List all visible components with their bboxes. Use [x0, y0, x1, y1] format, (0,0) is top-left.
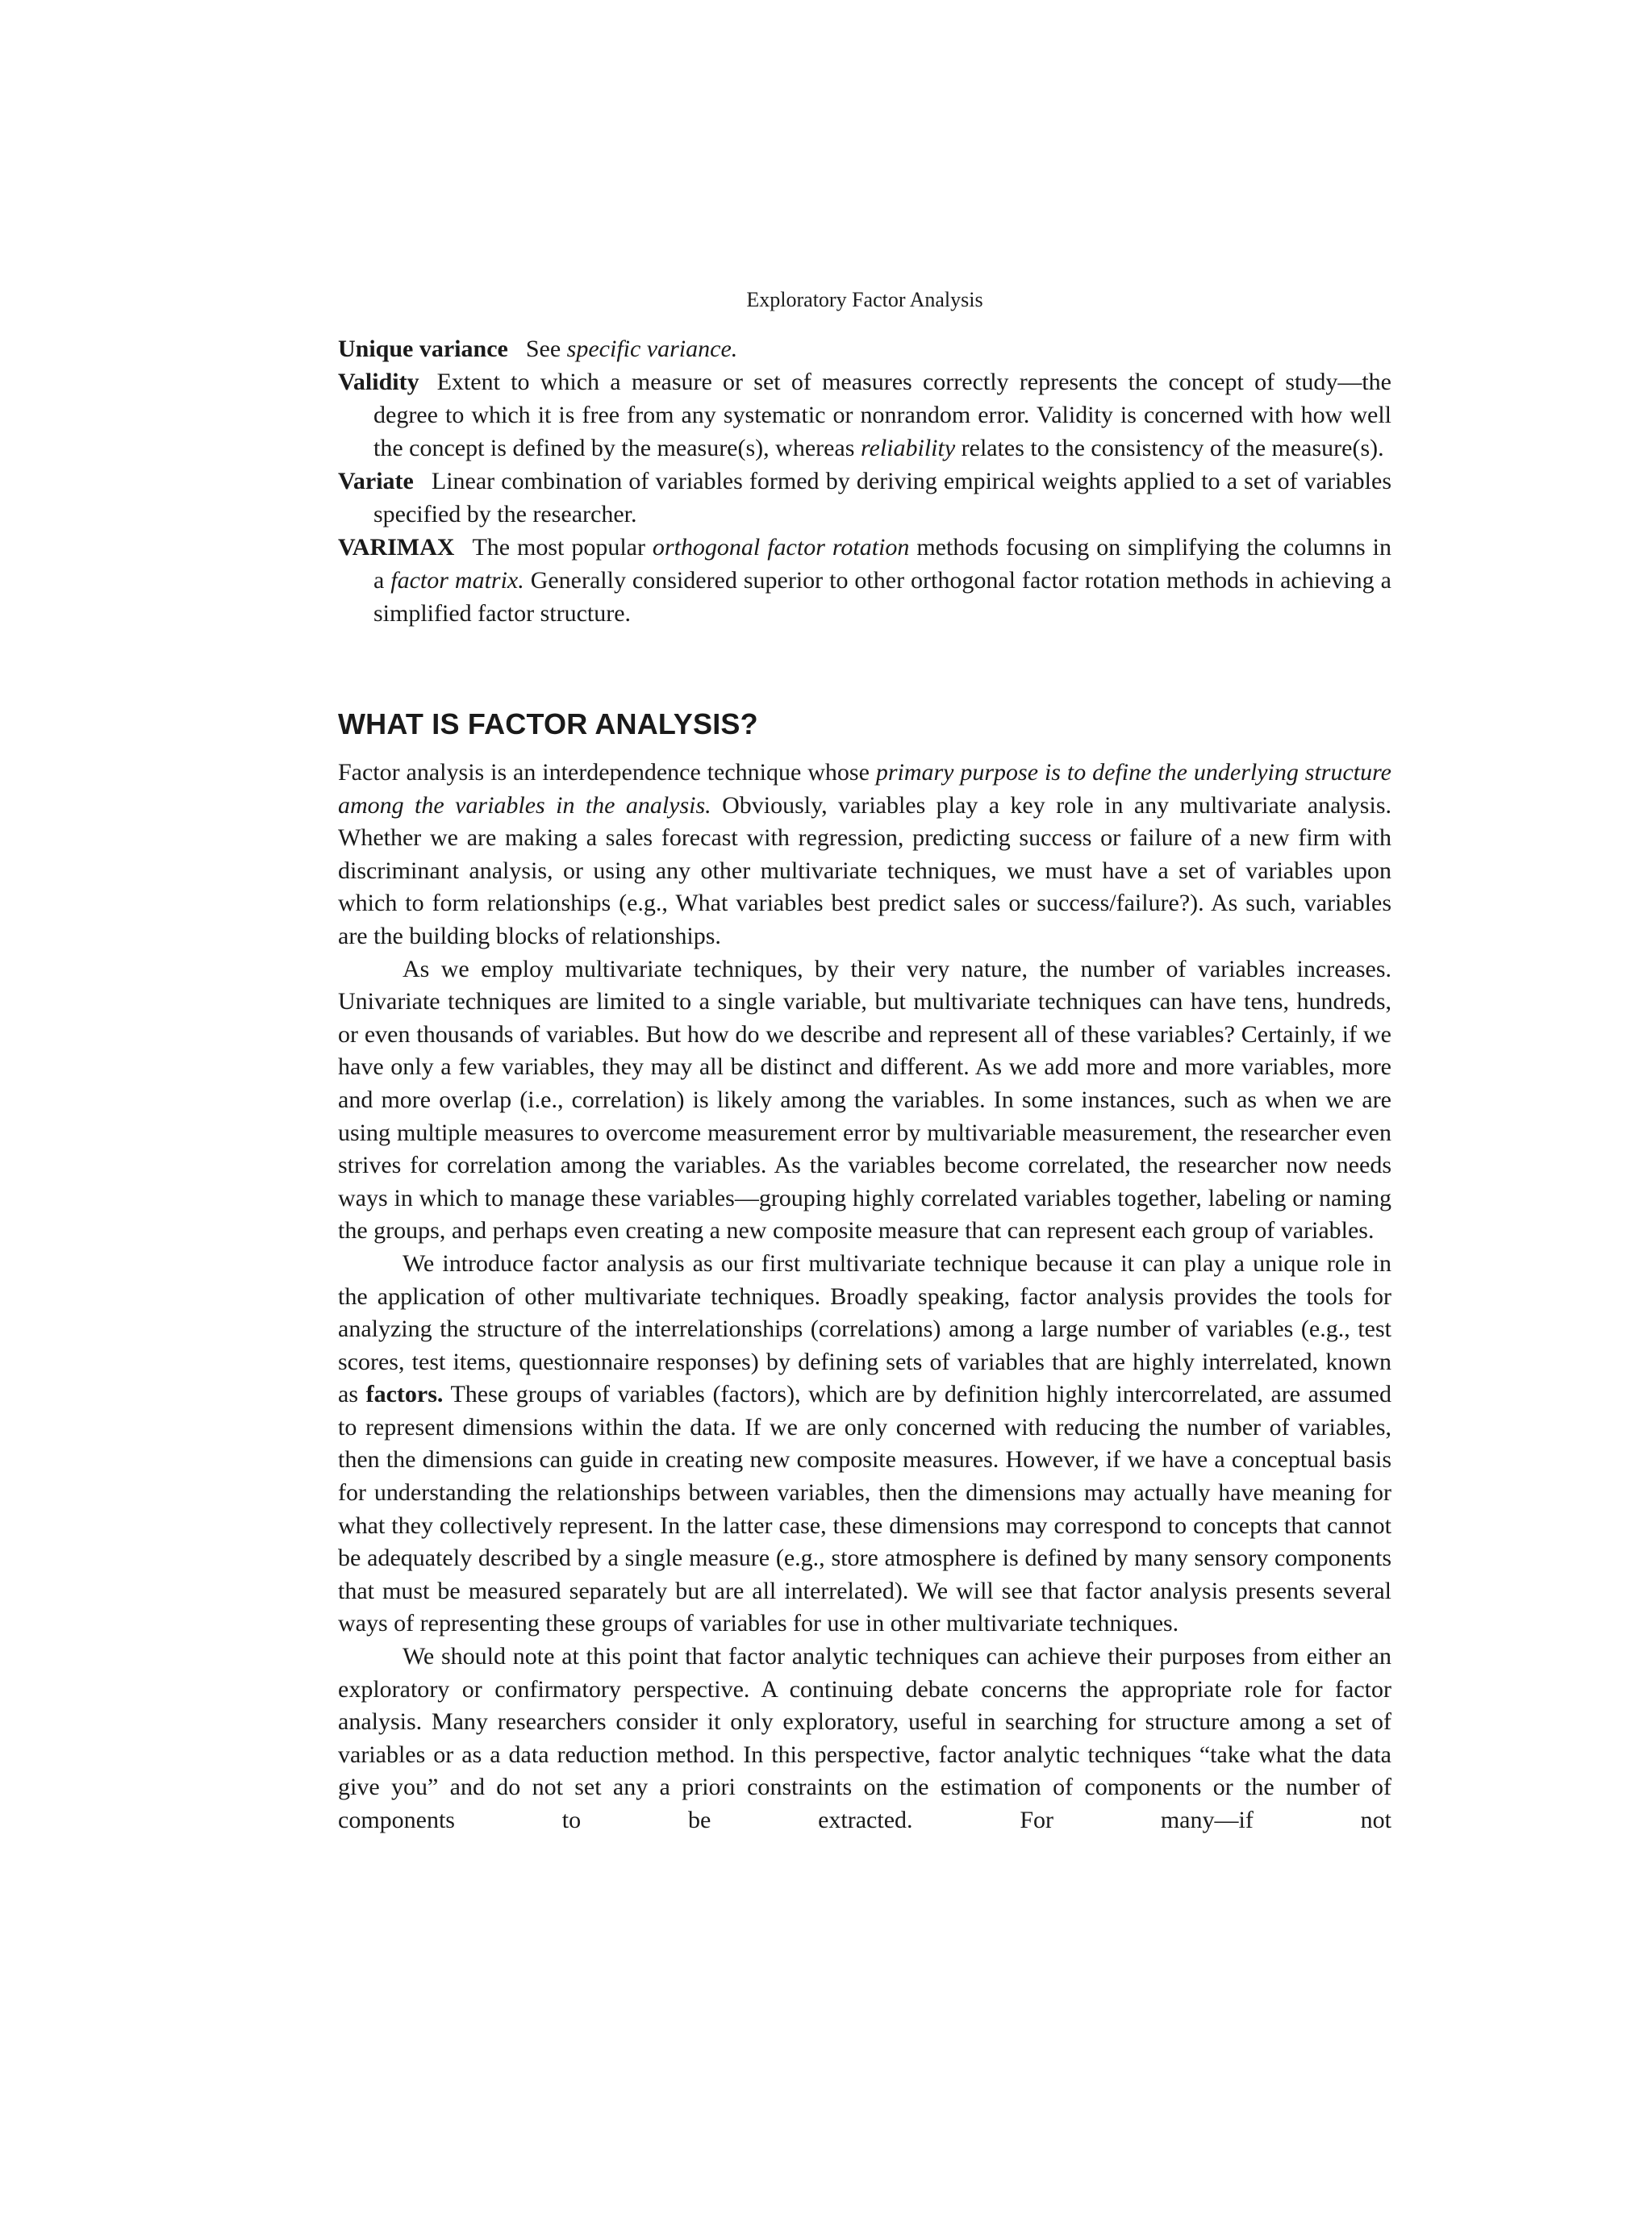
glossary-term: Unique variance — [338, 336, 508, 362]
section-heading: WHAT IS FACTOR ANALYSIS? — [338, 707, 758, 740]
glossary-entry-validity — [338, 365, 1391, 465]
glossary-cross-reference: orthogonal factor rotation — [652, 534, 910, 561]
key-term: factors. — [365, 1381, 444, 1408]
glossary-definition-text: See — [525, 336, 567, 362]
paragraph-text: We introduce factor analysis as our first multivariate technique because it can play a unique role in the application of other multivariate techniques. Broadly speaking, factor analysis provides the tools for analyzing the structure of the interrelationships (correlations) among a large number of variables (e.g., test scores, test items, questionnaire responses) by defining sets of variables that are highly interrelated, known as — [338, 1249, 1391, 1408]
paragraph-3 — [338, 1248, 1391, 1641]
paragraph-4: We should note at this point that factor analytic techniques can achieve their purposes from either an exploratory or confirmatory perspective. A continuing debate concerns the appropriate role for factor analysis. Many researchers consider it only exploratory, useful in searching for structure among a set of variables or as a data reduction method. In this perspective, factor analytic techniques “take what the data give you” and do not set any a priori constraints on the estimation of components or the number of components to be extracted. For many—if not — [338, 1643, 1391, 1833]
glossary-definition-text: methods focusing on simplifying the columns in a — [373, 534, 1391, 594]
glossary-definition-text: The most popular — [472, 534, 653, 561]
glossary-term: VARIMAX — [338, 534, 455, 561]
glossary-list — [338, 332, 1391, 630]
glossary-cross-reference: specific variance. — [566, 336, 738, 362]
glossary-definition-text: Generally considered superior to other orthogonal factor rotation methods in achieving a simplified factor structure. — [373, 567, 1391, 627]
running-head: Exploratory Factor Analysis — [746, 288, 983, 311]
glossary-entry-unique-variance — [338, 332, 1391, 365]
paragraph-2: As we employ multivariate techniques, by their very nature, the number of variables increases. Univariate techniques are limited to a single variable, but multivariate techniques can have tens, hundreds, or even thousands of variables. But how do we describe and represent all of these variables? Certainly, if we have only a few variables, they may all be distinct and different. As we add more and more variables, more and more overlap (i.e., correlation) is likely among the variables. In some instances, such as when we are using multiple measures to overcome measurement error by multivariable measurement, the researcher even strives for correlation among the variables. As the variables become correlated, the researcher now needs ways in which to manage these variables—grouping highly correlated variables together, labeling or naming the groups, and perhaps even creating a new composite measure that can represent each group of variables. — [338, 955, 1391, 1245]
glossary-term: Variate — [338, 468, 414, 494]
emphasized-text: primary purpose is to define the underlying structure among the variables in the analysis. — [338, 759, 1391, 819]
glossary-definition-text: Linear combination of variables formed by deriving empirical weights applied to a set of variables specified by the researcher. — [373, 468, 1391, 527]
glossary-definition-text: Extent to which a measure or set of measures correctly represents the concept of study—the degree to which it is free from any systematic or nonrandom error. Validity is concerned with how well the concept is defined by the measure(s), whereas — [373, 369, 1391, 461]
glossary-definition-text: relates to the consistency of the measure(s). — [955, 435, 1384, 461]
glossary-entry-variate — [338, 465, 1391, 531]
paragraph-text: Factor analysis is an interdependence technique whose — [338, 759, 876, 786]
glossary-cross-reference: factor matrix. — [390, 567, 524, 594]
glossary-entry-varimax — [338, 531, 1391, 630]
glossary-term: Validity — [338, 369, 419, 395]
paragraph-1 — [338, 757, 1391, 953]
paragraph-text: Obviously, variables play a key role in any multivariate analysis. Whether we are making a sales forecast with regression, predicting success or failure of a new firm with discriminant analysis, or using any other multivariate techniques, we must have a set of variables upon which to form relationships (e.g., What variables best predict sales or success/failure?). As such, variables are the building blocks of relationships. — [338, 791, 1391, 949]
paragraph-text: These groups of variables (factors), which are by definition highly intercorrelated, are assumed to represent dimensions within the data. If we are only concerned with reducing the number of variables, then the dimensions can guide in creating new composite measures. However, if we have a conceptual basis for understanding the relationships between variables, then the dimensions may actually have meaning for what they collectively represent. In the latter case, these dimensions may correspond to concepts that cannot be adequately described by a single measure (e.g., store atmosphere is defined by many sensory components that must be measured separately but are all interrelated). We will see that factor analysis presents several ways of representing these groups of variables for use in other multivariate techniques. — [338, 1381, 1392, 1637]
section-body — [338, 757, 1391, 1837]
glossary-cross-reference: reliability — [860, 435, 956, 461]
